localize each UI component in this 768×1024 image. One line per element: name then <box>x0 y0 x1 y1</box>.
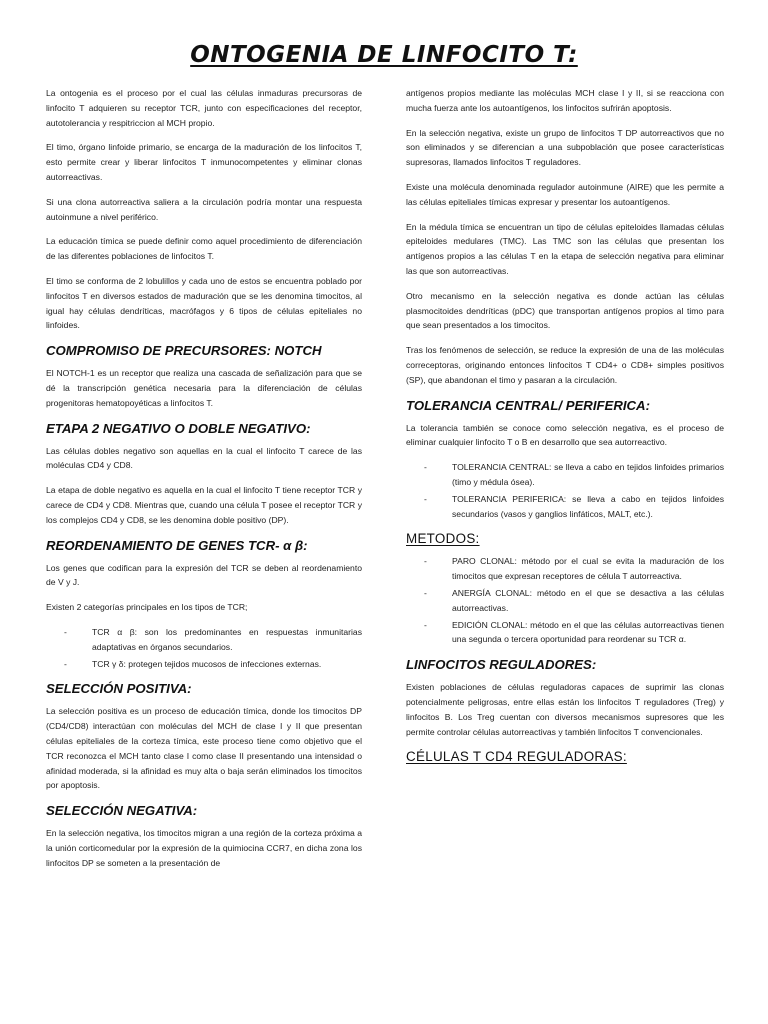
list-dash: - <box>424 556 427 567</box>
methods-list <box>406 554 724 647</box>
list-item-text: PARO CLONAL: método por el cual se evita la maduración de los timocitos que expresan receptores de célula T autorreactiva. <box>452 556 724 582</box>
list-item-text: TOLERANCIA PERIFERICA: se lleva a cabo en tejidos linfoides secundarios (vasos y ganglios linfáticos, MALT, etc.). <box>452 493 724 519</box>
paragraph: Tras los fenómenos de selección, se reduce la expresión de una de las moléculas correceptoras, originando entonces linfocitos T CD4+ o CD8+ simples positivos (SP), que abandonan el timo y pasaran a la circulación. <box>406 345 724 385</box>
list-item-text: EDICIÓN CLONAL: método en el que las células autorreactivas tienen una segunda o tercera oportunidad para reordenar su TCR α. <box>452 619 724 645</box>
list-dash: - <box>64 626 67 637</box>
list-item <box>46 625 362 655</box>
list-dash: - <box>424 587 427 598</box>
paragraph: Si una clona autorreactiva saliera a la circulación podría montar una respuesta autoinmune a nivel periférico. <box>46 196 362 222</box>
list-dash: - <box>424 493 427 504</box>
list-item-text: TCR α β: son los predominantes en respuestas inmunitarias adaptativas en órganos secundarios. <box>92 626 362 652</box>
section-heading-cd4-regulatory: CÉLULAS T CD4 REGULADORAS: <box>406 749 627 765</box>
paragraph: La tolerancia también se conoce como selección negativa, es el proceso de eliminar cualquier linfocito T o B en desarrollo que sea autorreactivo. <box>406 422 724 448</box>
paragraph: El timo, órgano linfoide primario, se encarga de la maduración de los linfocitos T, esto permite crear y liberar linfocitos T inmunocompetentes y eliminar clonas autorreactivas. <box>46 142 362 182</box>
list-item-text: TCR γ δ: protegen tejidos mucosos de infecciones externas. <box>92 658 322 669</box>
section-heading-negative-selection: SELECCIÓN NEGATIVA: <box>46 803 198 819</box>
paragraph: En la selección negativa, los timocitos migran a una región de la corteza próxima a la unión corticomedular por la expresión de la quimiocina CCR7, en dicha zona los linfocitos DP se someten a la presentación de <box>46 828 362 868</box>
list-item-text: TOLERANCIA CENTRAL: se lleva a cabo en tejidos linfoides primarios (timo y médula ósea). <box>452 462 724 487</box>
document-title: ONTOGENIA DE LINFOCITO T: <box>190 42 578 68</box>
paragraph: En la selección negativa, existe un grupo de linfocitos T DP autorreactivos que no son eliminados y se diferencian a una subpoblación que posee características supresoras, llamados linfocitos T reguladores. <box>406 127 724 168</box>
paragraph: El timo se conforma de 2 lobulillos y cada uno de estos se encuentra poblado por linfocitos T en diversos estados de maduración que se les denomina timocitos, al igual hay células dendríticas, macrófagos y 6 tipos de células epiteliales no linfoides. <box>46 275 362 331</box>
list-dash: - <box>424 619 427 630</box>
list-item <box>406 554 724 584</box>
list-item <box>406 618 724 648</box>
right-column <box>406 86 724 772</box>
paragraph: En la médula tímica se encuentran un tipo de células epiteloides llamadas células epiteloides medulares (TMC). Las TMC son las células que presentan los antígenos propios a las células T en la etapa de selección negativa para eliminar las que son autorreactivas. <box>406 221 724 276</box>
section-heading-positive-selection: SELECCIÓN POSITIVA: <box>46 681 192 697</box>
paragraph: La educación tímica se puede definir como aquel procedimiento de diferenciación de las diferentes poblaciones de linfocitos T. <box>46 236 362 262</box>
tolerance-list <box>406 460 724 521</box>
left-column <box>46 86 362 880</box>
paragraph: La etapa de doble negativo es aquella en la cual el linfocito T tiene receptor TCR y carece de CD4 y CD8. Mientras que, cuando una célula T posee el receptor TCR y los complejos CD4 y CD8, se les denomina doble positivo (DP). <box>46 485 362 525</box>
paragraph: La selección positiva es un proceso de educación tímica, donde los timocitos DP (CD4/CD8) interactúan con moléculas del MCH de clase I y II que presentan células epiteliales de la corteza tímica, este proceso tiene como objetivo que el TCR reconozca el MCH tanto clase I como clase II presentando una intensidad o afinidad moderada, si la afinidad es muy alta o baja serán eliminados los timocitos por apoptosis. <box>46 706 362 791</box>
list-item <box>406 492 724 522</box>
section-heading-regulatory-lymphocytes: LINFOCITOS REGULADORES: <box>406 657 597 673</box>
paragraph: Los genes que codifican para la expresión del TCR se deben al reordenamiento de V y J. <box>46 562 362 588</box>
paragraph: antígenos propios mediante las moléculas MCH clase I y II, si se reacciona con mucha fuerza ante los autoantígenos, los linfocitos sufrirán apoptosis. <box>406 88 724 113</box>
paragraph: Las células dobles negativo son aquellas en la cual el linfocito T carece de las moléculas CD4 y CD8. <box>46 445 362 471</box>
tcr-types-list <box>46 625 362 671</box>
paragraph: Existen poblaciones de células reguladoras capaces de suprimir las clonas potencialmente peligrosas, entre ellas están los linfocitos T reguladores (Treg) y linfocitos B. Los Treg cuentan con diversos mecanismos supresores que les permite controlar células autorreactivas y también linfocitos T convencionales. <box>406 682 724 737</box>
section-heading-tolerance: TOLERANCIA CENTRAL/ PERIFERICA: <box>406 397 650 413</box>
paragraph: Existen 2 categorías principales en los tipos de TCR; <box>46 602 248 613</box>
list-dash: - <box>424 462 427 473</box>
paragraph: El NOTCH-1 es un receptor que realiza una cascada de señalización para que se dé la transcripción genética necesaria para la diferenciación de células progenitoras hematopoyéticas a linfocitos T. <box>46 368 362 408</box>
list-item <box>406 586 724 616</box>
paragraph: La ontogenia es el proceso por el cual las células inmaduras precursoras de linfocito T adquieren su receptor TCR, junto con especificaciones del receptor, autotolerancia y respitriccion al MCH propio. <box>46 88 362 128</box>
paragraph: Otro mecanismo en la selección negativa es donde actúan las células plasmocitoides dendríticas (pDC) que transportan antígenos propios al timo para que sean presentados a los timocitos. <box>406 290 724 331</box>
paragraph: Existe una molécula denominada regulador autoinmune (AIRE) que les permite a las células epiteliales tímicas expresar y presentar los autoantígenos. <box>406 181 724 207</box>
section-heading-double-negative: ETAPA 2 NEGATIVO O DOBLE NEGATIVO: <box>46 420 311 436</box>
section-heading-notch: COMPROMISO DE PRECURSORES: NOTCH <box>46 343 322 359</box>
section-heading-tcr-rearrangement: REORDENAMIENTO DE GENES TCR- α β: <box>46 537 308 553</box>
list-item <box>46 657 362 672</box>
list-dash: - <box>64 658 67 669</box>
section-heading-methods: METODOS: <box>406 531 480 547</box>
list-item <box>406 460 724 490</box>
list-item-text: ANERGÍA CLONAL: método en el que se desactiva a las células autorreactivas. <box>452 587 724 613</box>
